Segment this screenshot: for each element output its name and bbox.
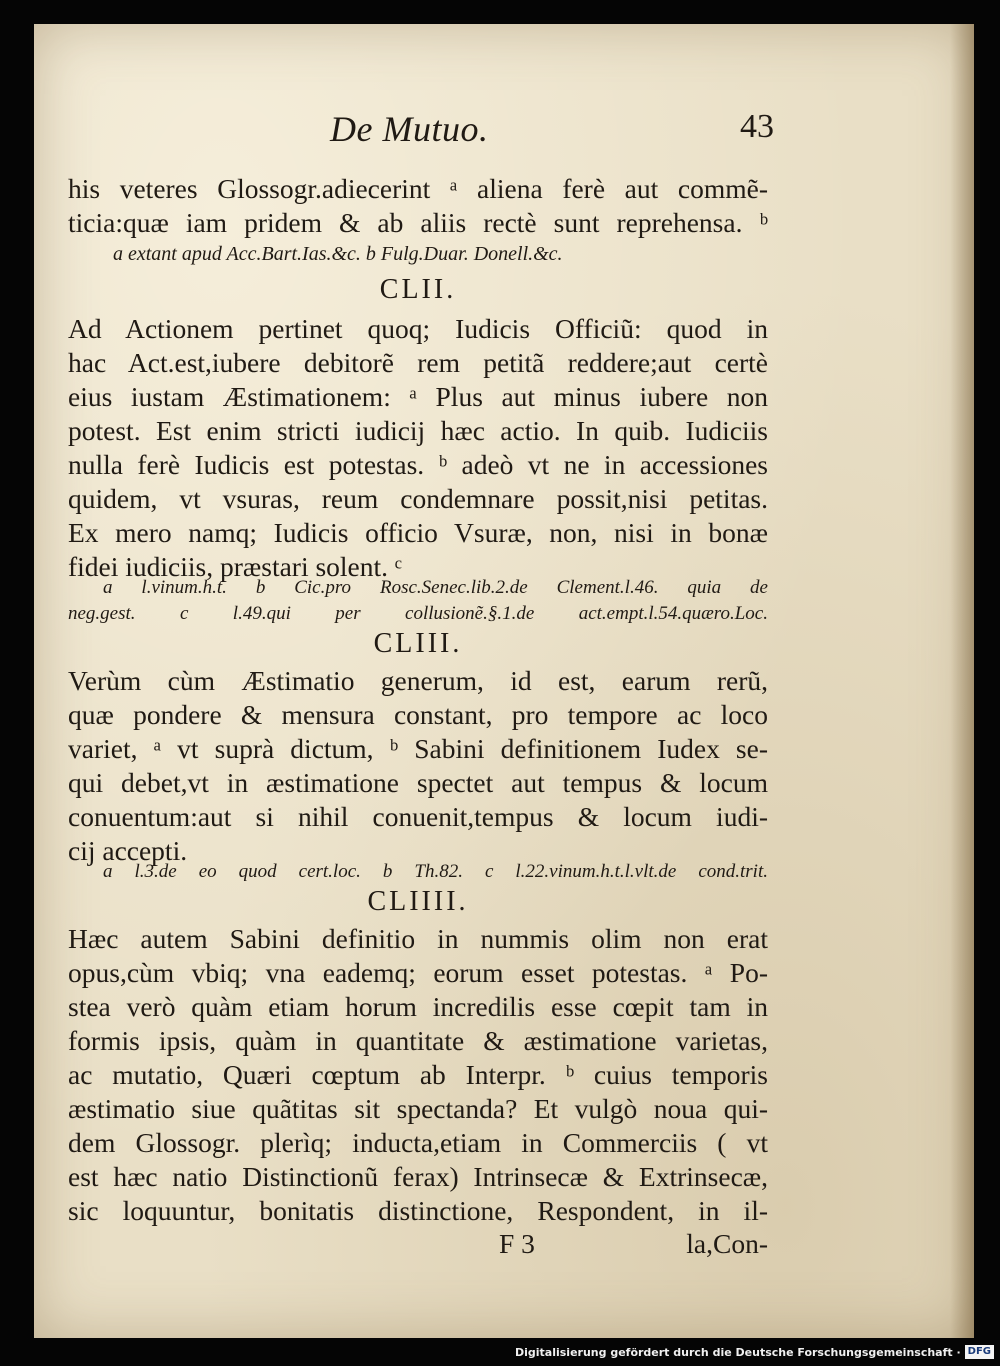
signature-line (68, 1228, 768, 1262)
body-line: Ad Actionem pertinet quoq; Iudicis Officiũ: quod in (68, 313, 768, 344)
body-line: variet, ᵃ vt suprà dictum, ᵇ Sabini definitionem Iudex se- (68, 733, 768, 764)
dfg-logo-icon: DFG (965, 1345, 994, 1359)
body-line: stea verò quàm etiam horum incredilis esse cœpit tam in (68, 991, 768, 1022)
body-line: æstimatio siue quãtitas sit spectanda? Et vulgò noua qui- (68, 1093, 768, 1124)
body-line: est hæc natio Distinctionũ ferax) Intrinsecæ & Extrinsecæ, (68, 1161, 768, 1192)
section-heading: CLII. (379, 274, 457, 305)
body-line: eius iustam Æstimationem: ᵃ Plus aut minus iubere non (68, 381, 768, 412)
page-number: 43 (740, 108, 774, 145)
book-page (34, 24, 974, 1338)
body-line: potest. Est enim stricti iudicij hæc actio. In quib. Iudiciis (68, 415, 768, 446)
body-line: sic loquuntur, bonitatis distinctione, Respondent, in il- (68, 1195, 768, 1226)
body-line: qui debet,vt in æstimatione spectet aut tempus & locum (68, 767, 768, 798)
body-line: ticia:quæ iam pridem & ab aliis rectè sunt reprehensa. ᵇ (68, 207, 768, 238)
body-line: fidei iudiciis, præstari solent. ᶜ (68, 551, 402, 582)
body-line: opus,cùm vbiq; vna eademq; eorum esset potestas. ᵃ Po- (68, 957, 768, 988)
credit-text: Digitalisierung gefördert durch die Deutsche Forschungsgemeinschaft · (514, 1345, 961, 1359)
body-line: nulla ferè Iudicis est potestas. ᵇ adeò vt ne in accessiones (68, 449, 768, 480)
body-line: quæ pondere & mensura constant, pro tempore ac loco (68, 699, 768, 730)
body-line: cij accepti. (68, 835, 188, 866)
body-line: conuentum:aut si nihil conuenit,tempus & locum iudi- (68, 801, 768, 832)
body-line: dem Glossogr. plerìq; inducta,etiam in Commerciis ( vt (68, 1127, 768, 1158)
page-header (68, 108, 774, 168)
body-line: formis ipsis, quàm in quantitate & æstimatione varietas, (68, 1025, 768, 1056)
body-line: hac Act.est,iubere debitorẽ rem petitã reddere;aut certè (68, 347, 768, 378)
footnote-line: neg.gest. c l.49.qui per collusionẽ.§.1.de act.empt.l.54.quæro.Loc. (68, 603, 768, 624)
section-heading: CLIIII. (367, 886, 469, 917)
section-heading: CLIII. (373, 628, 463, 659)
footnote-line: a l.vinum.h.t. b Cic.pro Rosc.Senec.lib.2.de Clement.l.46. quia de (103, 577, 768, 598)
body-line: quidem, vt vsuras, reum condemnare possit,nisi petitas. (68, 483, 768, 514)
catchword: la,Con- (686, 1228, 768, 1259)
digitization-credit (515, 1344, 994, 1360)
signature-mark: F 3 (499, 1228, 535, 1259)
footnote-line: a l.3.de eo quod cert.loc. b Th.82. c l.22.vinum.h.t.l.vlt.de cond.trit. (103, 861, 768, 882)
body-line: his veteres Glossogr.adiecerint ᵃ aliena ferè aut commẽ- (68, 173, 768, 204)
body-line: Verùm cùm Æstimatio generum, id est, earum rerũ, (68, 665, 768, 696)
body-line: Hæc autem Sabini definitio in nummis olim non erat (68, 923, 768, 954)
footnote-line: a extant apud Acc.Bart.Ias.&c. b Fulg.Duar. Donell.&c. (113, 243, 563, 265)
body-line: ac mutatio, Quæri cœptum ab Interpr. ᵇ cuius temporis (68, 1059, 768, 1090)
running-head: De Mutuo. (330, 109, 489, 149)
body-line: Ex mero namq; Iudicis officio Vsuræ, non, nisi in bonæ (68, 517, 768, 548)
